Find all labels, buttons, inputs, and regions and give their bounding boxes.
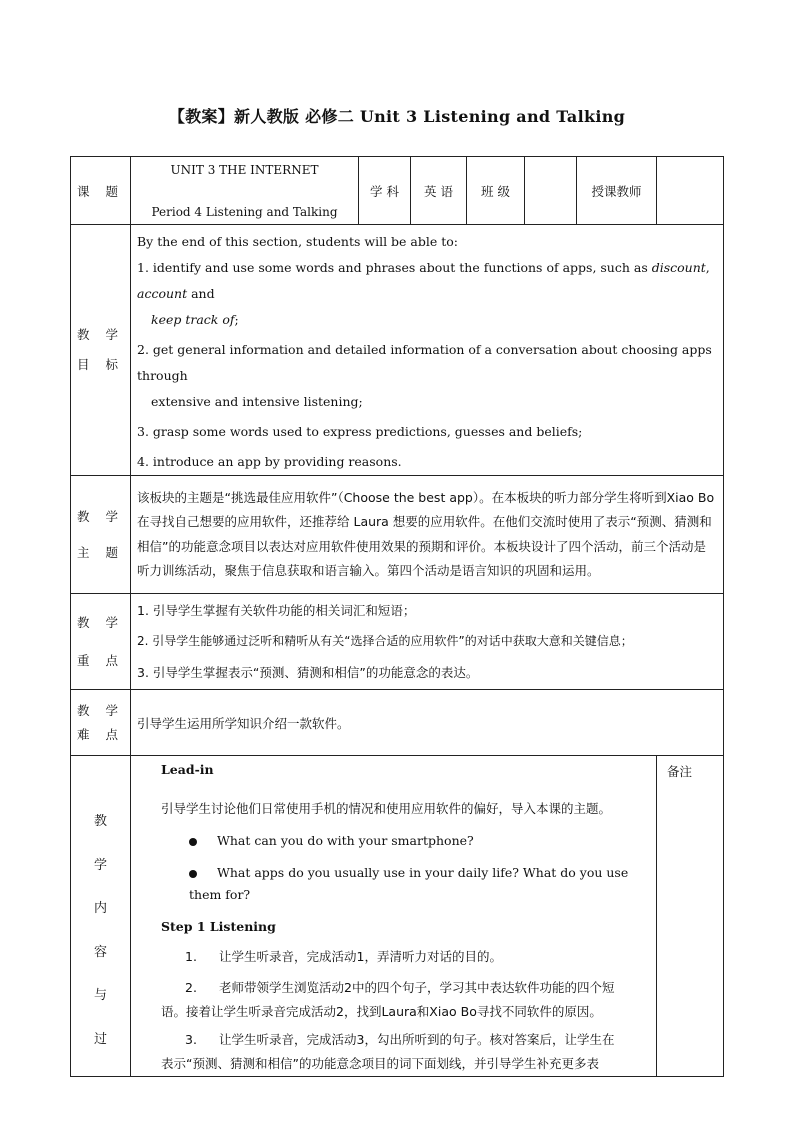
objectives-label-top: 教 学 bbox=[77, 327, 124, 342]
keypoints-content bbox=[131, 594, 724, 690]
topic-value bbox=[131, 157, 359, 225]
bullet-icon bbox=[189, 838, 197, 846]
class-label: 班 级 bbox=[467, 157, 525, 225]
class-value bbox=[525, 157, 577, 225]
difficulty-label-top: 教 学 bbox=[77, 702, 124, 718]
process-content bbox=[131, 756, 657, 1077]
difficulty-label bbox=[71, 690, 131, 756]
leadin-title: Lead-in bbox=[161, 762, 214, 777]
teacher-value bbox=[657, 157, 724, 225]
remarks-column bbox=[657, 756, 724, 1077]
keypoint-3: 3. 引导学生掌握表示“预测、猜测和相信”的功能意念的表达。 bbox=[137, 665, 479, 680]
keypoints-label-top: 教 学 bbox=[77, 614, 124, 630]
teacher-label: 授课教师 bbox=[577, 157, 657, 225]
question-2: What apps do you usually use in your daily life? What do you use them for? bbox=[189, 865, 629, 902]
document-title: 【教案】新人教版 必修二 Unit 3 Listening and Talking bbox=[168, 107, 626, 126]
unit-name: UNIT 3 THE INTERNET bbox=[170, 162, 319, 177]
keypoint-2: 2. 引导学生能够通过泛听和精听从有关“选择合适的应用软件”的对话中获取大意和关键信息； bbox=[137, 634, 633, 648]
difficulty-label-bottom: 难 点 bbox=[77, 726, 124, 742]
objective-3: 3. grasp some words used to express predictions, guesses and beliefs; bbox=[137, 424, 583, 439]
objectives-label bbox=[71, 225, 131, 476]
difficulty-content: 引导学生运用所学知识介绍一款软件。 bbox=[131, 690, 724, 756]
period-name: Period 4 Listening and Talking bbox=[151, 204, 338, 219]
objective-1: 1. identify and use some words and phrases about the functions of apps, such as discount, account and bbox=[137, 260, 710, 301]
step1-title: Step 1 Listening bbox=[161, 919, 276, 934]
topic-label: 课 题 bbox=[71, 157, 131, 225]
objectives-label-bottom: 目 标 bbox=[77, 357, 124, 372]
process-label-char: 过 bbox=[93, 1031, 107, 1047]
objectives-intro: By the end of this section, students will be able to: bbox=[137, 234, 459, 249]
process-label-char: 与 bbox=[93, 988, 107, 1003]
process-label-char: 学 bbox=[93, 857, 107, 873]
bullet-icon bbox=[189, 870, 197, 878]
keypoint-1: 1. 引导学生掌握有关软件功能的相关词汇和短语； bbox=[137, 603, 416, 618]
subject-label: 学 科 bbox=[359, 157, 411, 225]
keypoints-label bbox=[71, 594, 131, 690]
theme-label-top: 教 学 bbox=[77, 508, 124, 524]
theme-content: 该板块的主题是“挑选最佳应用软件”（Choose the best app）。在本板块的听力部分学生将听到Xiao Bo 在寻找自己想要的应用软件，还推荐给 Laura 想要的应用软件。在他们交流时使用了表示“预测、猜测和相信”的功能意念项目以表达对应用软件使用效果的预期和评价。本板块设计了四个活动，前三个活动是听力训练活动，聚焦于信息获取和语言输入。第四个活动是语言知识的巩固和运用。 bbox=[131, 476, 724, 594]
question-1: What can you do with your smartphone? bbox=[161, 830, 650, 852]
objective-4: 4. introduce an app by providing reasons. bbox=[137, 454, 402, 469]
subject-value: 英 语 bbox=[411, 157, 467, 225]
leadin-text: 引导学生讨论他们日常使用手机的情况和使用应用软件的偏好，导入本课的主题。 bbox=[161, 801, 612, 816]
objective-1-cont: keep track of; bbox=[151, 312, 239, 327]
remarks-label: 备注 bbox=[667, 764, 693, 779]
lesson-plan-table bbox=[70, 156, 724, 1077]
objectives-content bbox=[131, 225, 724, 476]
step1-item-1: 1. 让学生听录音，完成活动1，弄清听力对话的目的。 bbox=[185, 949, 502, 964]
theme-label bbox=[71, 476, 131, 594]
process-label bbox=[71, 756, 131, 1077]
process-label-char: 容 bbox=[93, 944, 107, 960]
keypoints-label-bottom: 重 点 bbox=[77, 652, 124, 668]
step1-item-3: 3. 让学生听录音，完成活动3，勾出所听到的句子。核对答案后，让学生在 表示“预测、猜测和相信”的功能意念项目的词下面划线，并引导学生补充更多表 bbox=[161, 1032, 615, 1071]
process-label-char: 内 bbox=[93, 901, 107, 916]
process-label-char: 教 bbox=[93, 814, 107, 829]
objective-2-cont: extensive and intensive listening; bbox=[151, 394, 363, 409]
objective-2: 2. get general information and detailed information of a conversation about choosing apps through bbox=[137, 342, 712, 383]
step1-item-2: 2. 老师带领学生浏览活动2中的四个句子，学习其中表达软件功能的四个短 语。接着让学生听录音完成活动2，找到Laura和Xiao Bo寻找不同软件的原因。 bbox=[161, 980, 615, 1019]
theme-label-bottom: 主 题 bbox=[77, 544, 124, 560]
